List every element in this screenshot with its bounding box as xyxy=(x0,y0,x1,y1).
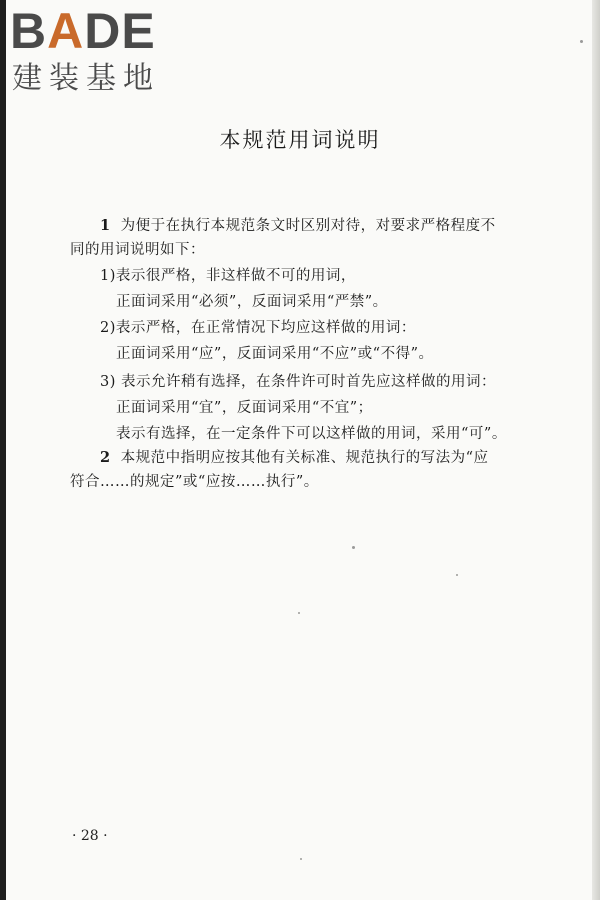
item1-sub2-detail: 正面词采用“应”，反面词采用“不应”或“不得”。 xyxy=(116,346,434,362)
item2-line2: 符合……的规定”或“应按……执行”。 xyxy=(70,474,319,490)
item1-line1 xyxy=(100,216,496,236)
logo-wordmark xyxy=(10,4,156,58)
item1-line1-text: 为便于在执行本规范条文时区别对待，对要求严格程度不 xyxy=(120,218,496,234)
logo-word-part1: B xyxy=(10,3,48,59)
item1-sub1-head: 1)表示很严格，非这样做不可的用词， xyxy=(100,268,356,284)
scan-speck xyxy=(352,546,355,549)
scan-speck xyxy=(456,574,458,576)
bade-logo xyxy=(10,4,180,96)
logo-word-accent: A xyxy=(47,3,85,59)
item2-line1 xyxy=(100,448,489,468)
item1-sub3-detail2: 表示有选择，在一定条件下可以这样做的用词，采用“可”。 xyxy=(116,426,507,442)
item1-number: 1 xyxy=(100,217,111,234)
scan-speck xyxy=(300,858,302,860)
item1-line2: 同的用词说明如下： xyxy=(70,242,205,258)
page-title: 本规范用词说明 xyxy=(219,128,381,152)
item2-line1-text: 本规范中指明应按其他有关标准、规范执行的写法为“应 xyxy=(120,450,489,466)
page-number: · 28 · xyxy=(72,828,108,844)
item1-sub3-detail1: 正面词采用“宜”，反面词采用“不宜”； xyxy=(116,400,373,416)
scan-speck xyxy=(298,612,300,614)
logo-word-part2: DE xyxy=(84,3,156,59)
item2-number: 2 xyxy=(100,449,111,466)
item1-sub1-detail: 正面词采用“必须”，反面词采用“严禁”。 xyxy=(116,294,388,310)
item1-sub3-head: 3) 表示允许稍有选择，在条件许可时首先应这样做的用词： xyxy=(100,374,496,390)
item1-sub2-head: 2)表示严格，在正常情况下均应这样做的用词： xyxy=(100,320,416,336)
logo-subtitle: 建装基地 xyxy=(12,61,160,96)
scan-speck xyxy=(580,40,583,43)
